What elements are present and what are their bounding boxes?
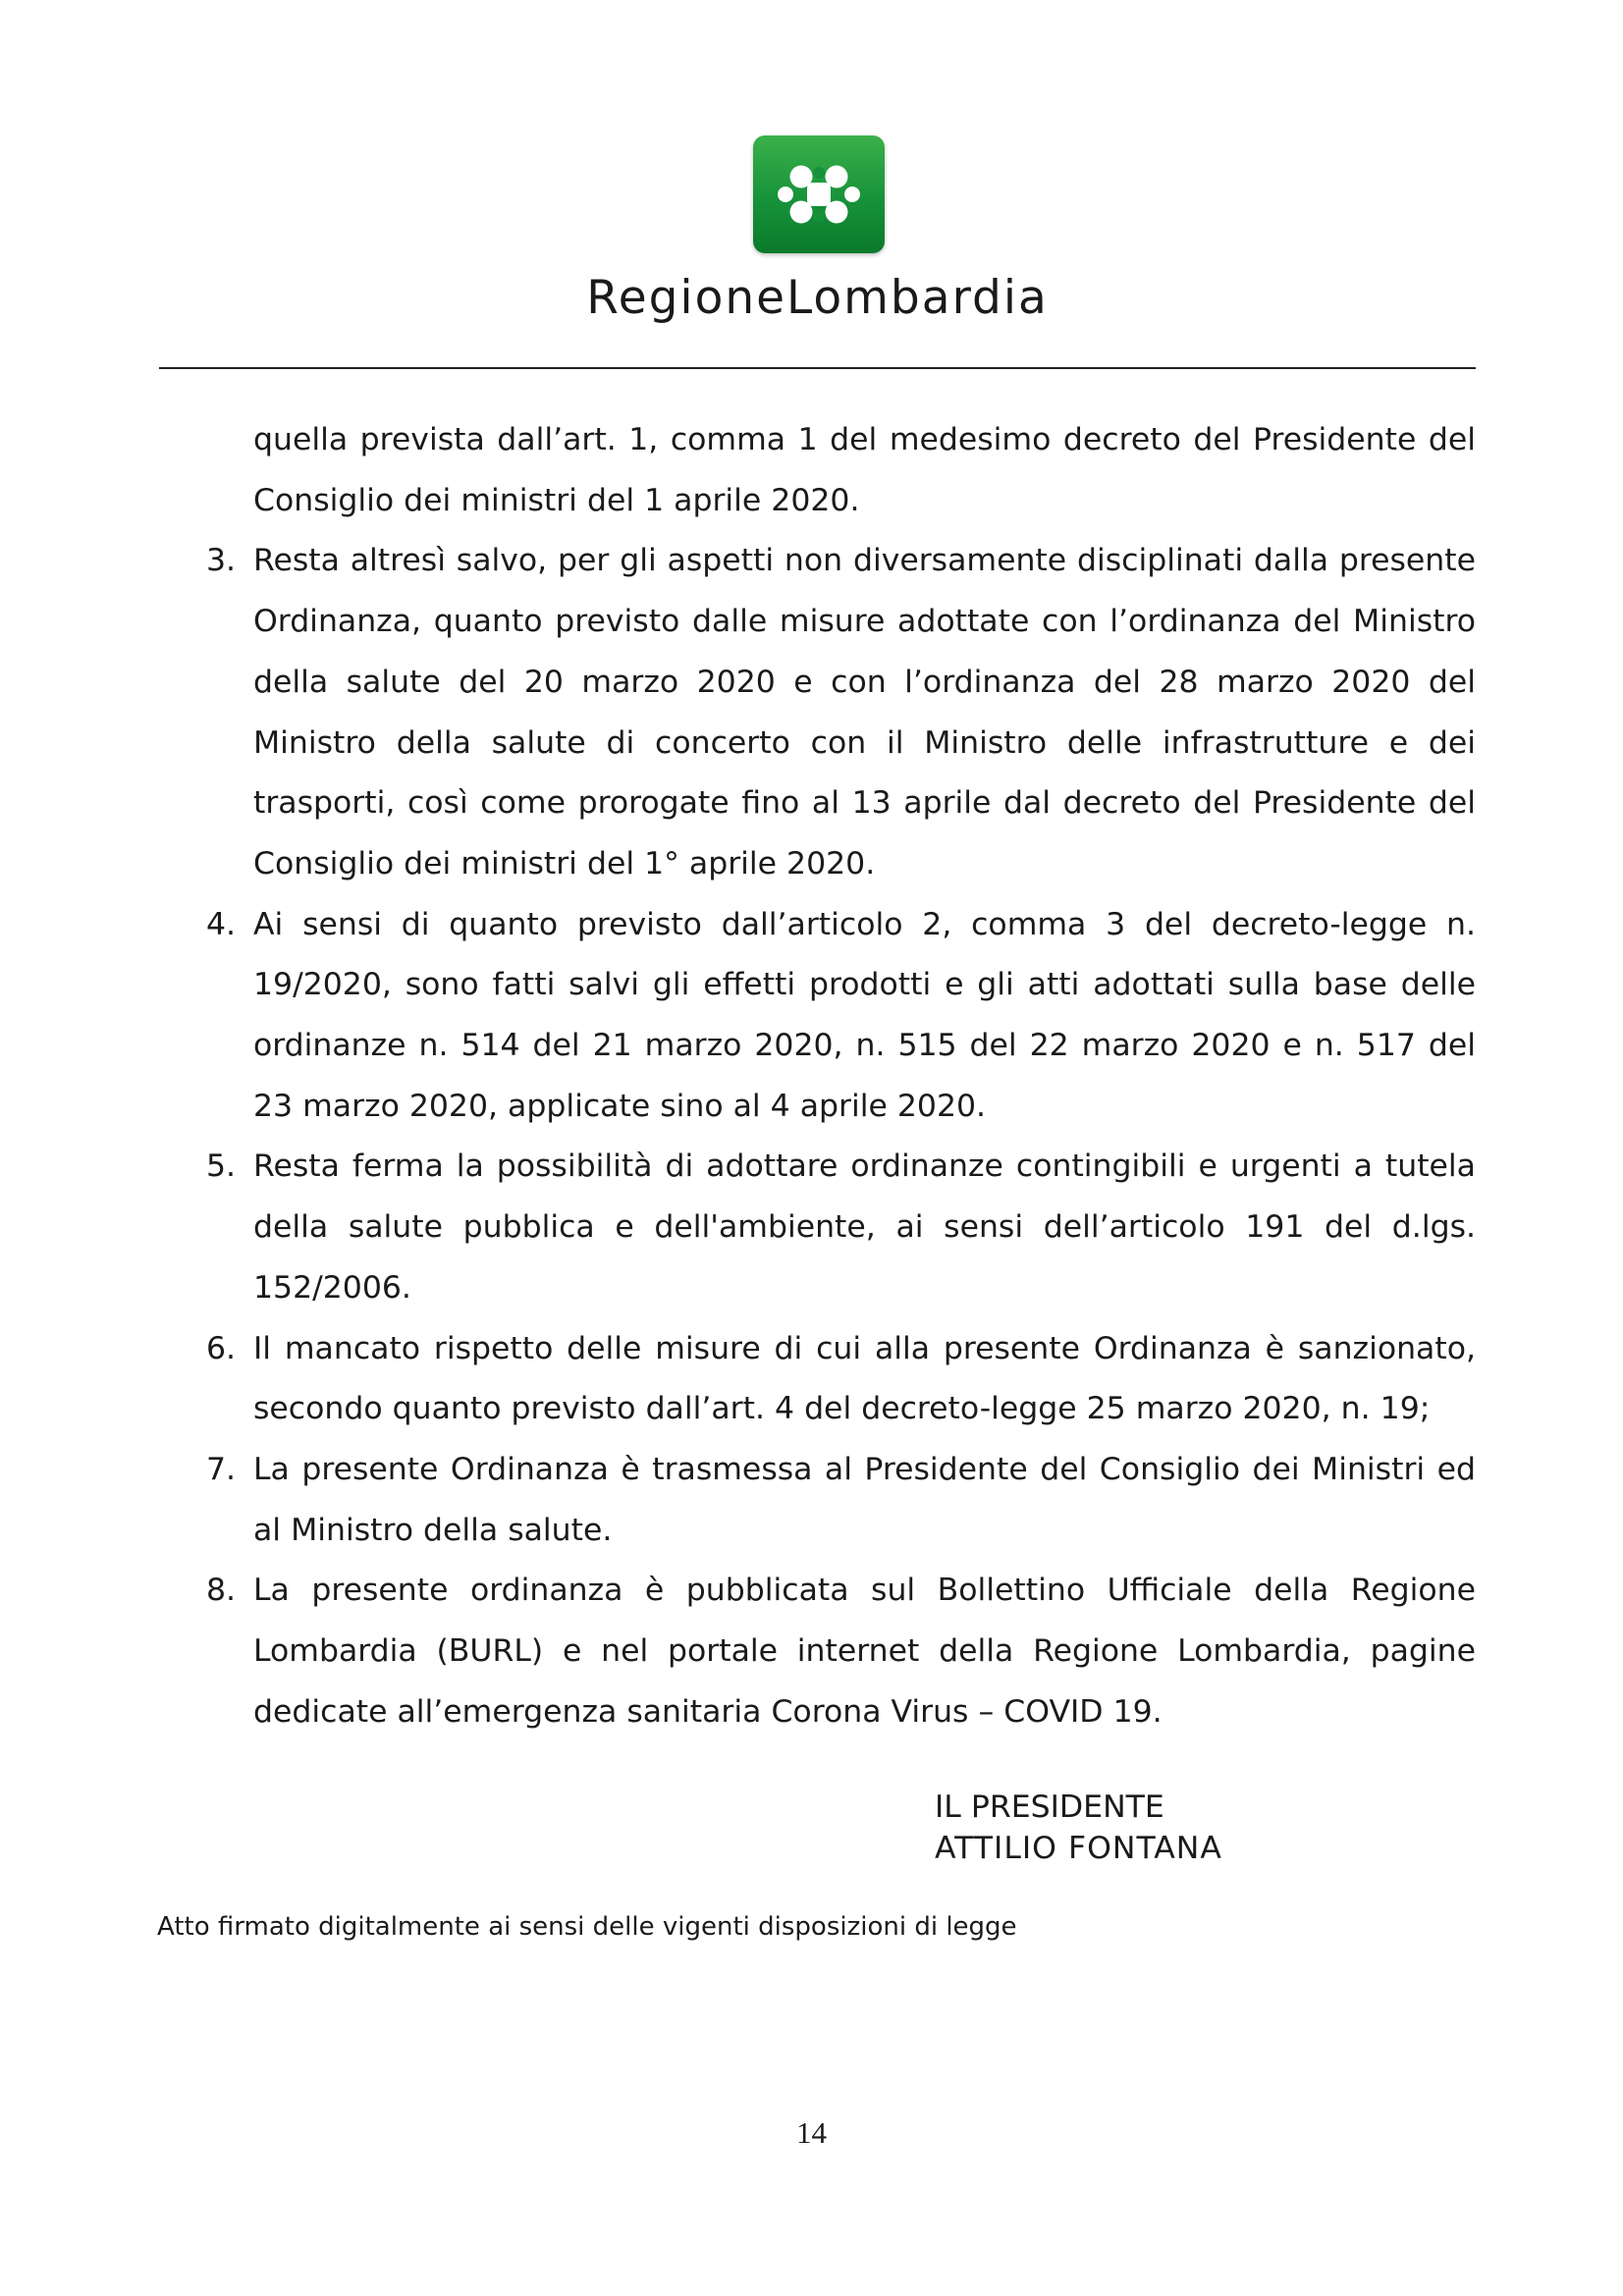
item-text: Ai sensi di quanto previsto dall’articolo 2, comma 3 del decreto-legge n. 19/2020, sono fatti salvi gli effetti prodotti e gli atti adottati sulla base delle ordinanze n. 514 del 21 marzo 2020, n. 515 del 22 marzo 2020 e n. 517 del 23 marzo 2020, applicate sino al 4 aprile 2020. [253, 906, 1476, 1124]
digital-signature-note: Atto firmato digitalmente ai sensi delle vigenti disposizioni di legge [157, 1912, 1017, 1942]
item-number: 8. [205, 1573, 236, 1609]
list-item [159, 895, 1476, 1138]
signature-block [935, 1787, 1222, 1869]
item-number: 6. [205, 1330, 236, 1366]
signature-name: ATTILIO FONTANA [935, 1831, 1222, 1866]
list-item [159, 1137, 1476, 1318]
item-number: 5. [205, 1148, 236, 1185]
signature-title: IL PRESIDENTE [935, 1789, 1164, 1825]
list-item [159, 1440, 1476, 1561]
header-divider [159, 367, 1476, 369]
intro-paragraph: quella prevista dall’art. 1, comma 1 del medesimo decreto del Presidente del Consiglio dei ministri del 1 aprile 2020. [253, 422, 1476, 518]
item-text: La presente ordinanza è pubblicata sul Bollettino Ufficiale della Regione Lombardia (BURL) e nel portale internet della Regione Lombardia, pagine dedicate all’emergenza sanitaria Corona Virus – COVID 19. [253, 1573, 1476, 1730]
rosa-camuna-icon [753, 135, 885, 253]
item-number: 4. [205, 906, 236, 942]
page-number: 14 [796, 2115, 827, 2150]
regione-lombardia-logo-icon [753, 135, 885, 253]
item-text: Resta altresì salvo, per gli aspetti non diversamente disciplinati dalla presente Ordinanza, quanto previsto dalle misure adottate con l’ordinanza del Ministro della salute del 20 marzo 2020 e con l’ordinanza del 28 marzo 2020 del Ministro della salute di concerto con il Ministro delle infrastrutture e dei trasporti, così come prorogate fino al 13 aprile dal decreto del Presidente del Consiglio dei ministri del 1° aprile 2020. [253, 543, 1476, 881]
item-text: Il mancato rispetto delle misure di cui alla presente Ordinanza è sanzionato, secondo quanto previsto dall’art. 4 del decreto-legge 25 marzo 2020, n. 19; [253, 1330, 1476, 1427]
item-text: Resta ferma la possibilità di adottare ordinanze contingibili e urgenti a tutela della salute pubblica e dell'ambiente, ai sensi dell’articolo 191 del d.lgs. 152/2006. [253, 1148, 1476, 1306]
item-text: La presente Ordinanza è trasmessa al Presidente del Consiglio dei Ministri ed al Ministro della salute. [253, 1451, 1476, 1548]
document-body [159, 410, 1476, 1742]
page-header [0, 135, 1623, 325]
item-number: 7. [205, 1451, 236, 1487]
brand-name: RegioneLombardia [586, 271, 1049, 325]
item-number: 3. [205, 543, 236, 579]
list-item [159, 1319, 1476, 1440]
list-item [159, 1561, 1476, 1742]
list-item [159, 531, 1476, 894]
